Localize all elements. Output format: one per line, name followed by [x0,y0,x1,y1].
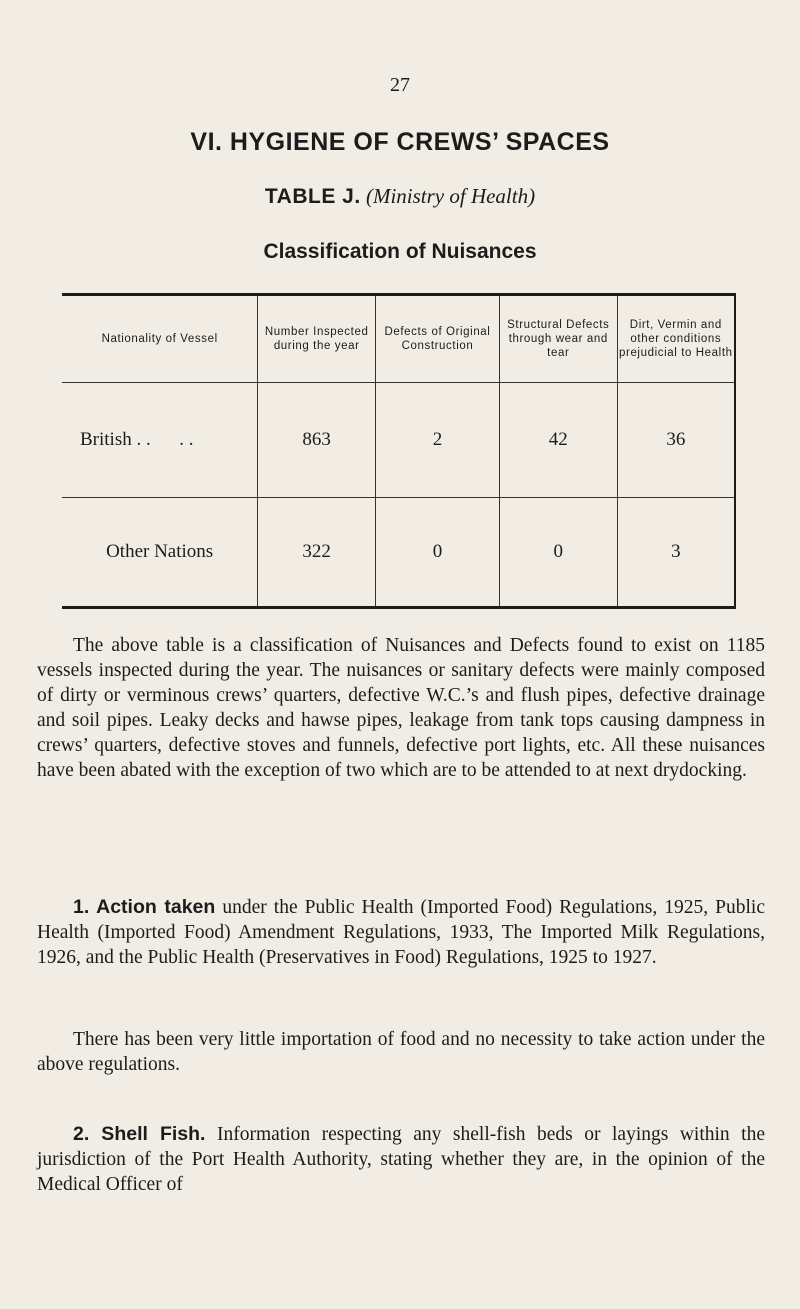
paragraph-shell-fish [37,1122,765,1197]
cell-original-construction: 2 [376,383,500,498]
paragraph-heading: 2. Shell Fish. [73,1123,206,1145]
paragraph-text: under the Public Health (Imported Food) Regulations, 1925, Public Health (Imported Food) Amendment Regulations, 1933, The Imported Milk Regulations, 1926, and the Public Health (Preservatives in Food) Regulations, 1925 to 1927. [37,897,765,968]
cell-wear-and-tear: 0 [499,498,617,608]
table-row [62,498,735,608]
table-title [0,184,800,209]
cell-nationality: British . . . . [62,383,258,498]
paragraph-text: The above table is a classification of Nuisances and Defects found to exist on 1185 vessels inspected during the year. The nuisances or sanitary defects were mainly composed of dirty or verminous crews’ quarters, defective W.C.’s and flush pipes, defective drainage and soil pipes. Leaky decks and hawse pipes, leakage from tank tops causing dampness in crews’ quarters, defective stoves and funnels, defective port lights, etc. All these nuisances have been abated with the exception of two which are to be attended to at next drydocking. [37,635,765,781]
table-label: TABLE J. [264,185,361,208]
paragraph-nuisances-summary [37,633,765,783]
cell-nationality: Other Nations [62,498,258,608]
cell-dirt-vermin: 3 [617,498,735,608]
table-source: (Ministry of Health) [365,184,536,208]
cell-original-construction: 0 [376,498,500,608]
page-number: 27 [390,74,410,96]
header-nationality: Nationality of Vessel [62,295,258,383]
paragraph-text: Information respecting any shell-fish beds or layings within the jurisdiction of the Port Health Authority, stating whether they are, in the opinion of the Medical Officer of [37,1124,765,1195]
paragraph-no-importation [37,1027,765,1077]
header-original-construction: Defects of Original Construction [376,295,500,383]
cell-number-inspected: 863 [258,383,376,498]
cell-wear-and-tear: 42 [499,383,617,498]
paragraph-heading: 1. Action taken [73,896,216,918]
header-wear-and-tear: Structural Defects through wear and tear [499,295,617,383]
paragraph-text: There has been very little importation of food and no necessity to take action under the above regulations. [37,1029,765,1075]
cell-dirt-vermin: 36 [617,383,735,498]
table-row [62,383,735,498]
paragraph-action-taken [37,895,765,970]
nuisances-table [62,293,736,609]
cell-number-inspected: 322 [258,498,376,608]
header-number-inspected: Number Inspected during the year [258,295,376,383]
table-header-row [62,295,735,383]
header-dirt-vermin: Dirt, Vermin and other conditions prejudicial to Health [617,295,735,383]
section-title: VI. HYGIENE OF CREWS’ SPACES [190,128,610,156]
table-subtitle: Classification of Nuisances [263,240,537,263]
